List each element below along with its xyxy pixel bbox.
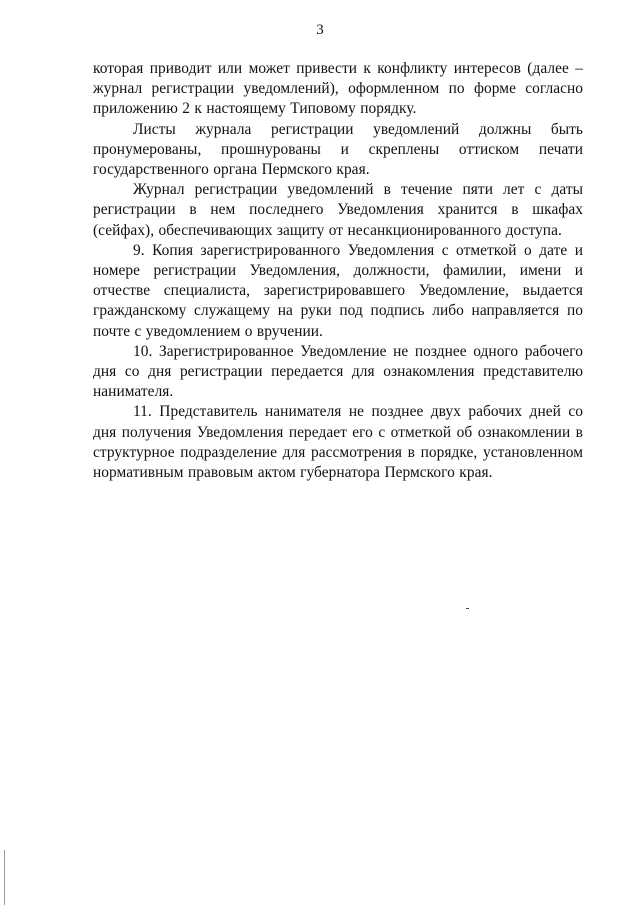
document-body <box>93 59 583 483</box>
paragraph-continuation: которая приводит или может привести к конфликту интересов (далее – журнал регистрации уведомлений), оформленном по форме согласно приложению 2 к настоящему Типовому порядку. <box>93 60 583 118</box>
paragraph-item-9: 9. Копия зарегистрированного Уведомления с отметкой о дате и номере регистрации Уведомления, должности, фамилии, имени и отчестве специалиста, зарегистрировавшего Уведомление, выдается гражданскому служащему на руки под подпись либо направляется по почте с уведомлением о вручении. <box>93 241 583 340</box>
page-number: 3 <box>316 22 324 38</box>
paragraph-journal-storage: Журнал регистрации уведомлений в течение пяти лет с даты регистрации в нем последнего Уведомления хранится в шкафах (сейфах), обеспечивающих защиту от несанкционированного доступа. <box>93 181 583 239</box>
scan-edge-line <box>4 850 5 905</box>
paragraph-item-10: 10. Зарегистрированное Уведомление не позднее одного рабочего дня со дня регистрации передается для ознакомления представителю нанимателя. <box>93 342 583 401</box>
paragraph-item-11: 11. Представитель нанимателя не позднее двух рабочих дней со дня получения Уведомления передает его с отметкой об ознакомлении в структурное подразделение для рассмотрения в порядке, установленном нормативным правовым актом губернатора Пермского края. <box>93 403 583 482</box>
scan-speck <box>466 608 469 609</box>
paragraph-journal-sheets: Листы журнала регистрации уведомлений должны быть пронумерованы, прошнурованы и скреплены оттиском печати государственного органа Пермского края. <box>93 120 583 179</box>
